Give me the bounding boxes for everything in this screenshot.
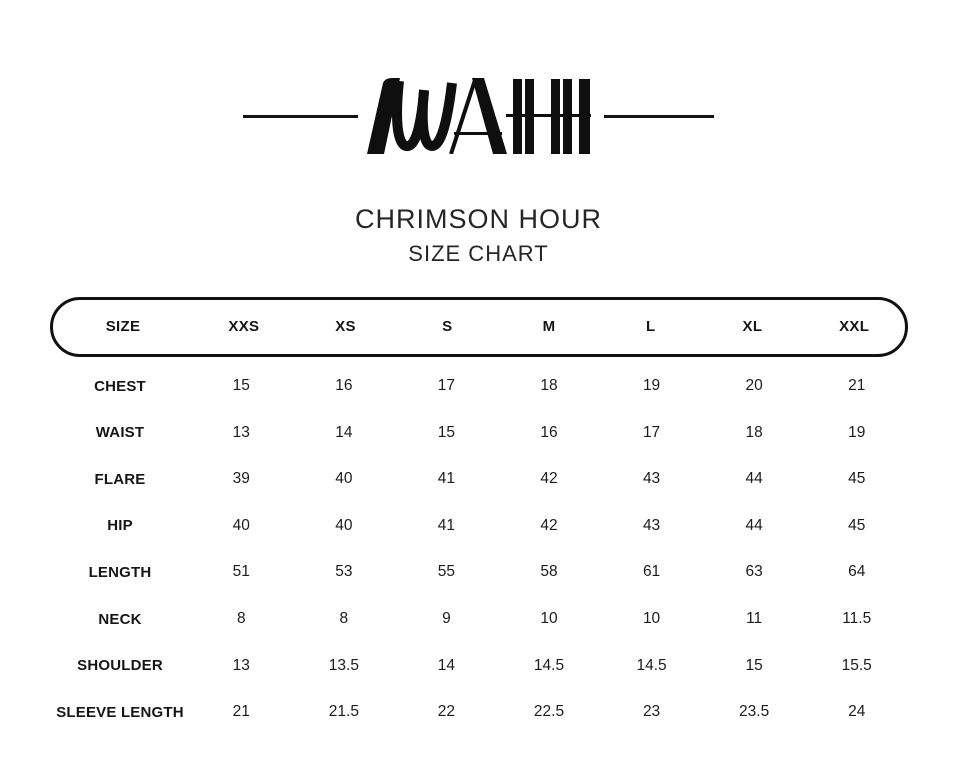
size-cell: 15 xyxy=(232,377,250,395)
table-row xyxy=(50,409,908,456)
row-label: CHEST xyxy=(94,377,146,395)
size-cell: 8 xyxy=(339,610,349,628)
brand-logo-row xyxy=(0,78,957,154)
size-cell: 53 xyxy=(335,563,353,581)
size-cell: 14 xyxy=(437,656,456,674)
size-cell: 21 xyxy=(848,377,866,395)
size-cell: 61 xyxy=(642,563,661,581)
size-cell: 45 xyxy=(848,470,866,488)
column-header-s: S xyxy=(442,318,453,336)
size-cell: 58 xyxy=(540,563,558,581)
row-label: LENGTH xyxy=(88,563,152,581)
size-cell: 64 xyxy=(848,563,866,581)
logo-right-rule xyxy=(604,115,714,118)
column-header-xxs: XXS xyxy=(228,318,260,336)
size-cell: 14.5 xyxy=(533,656,565,674)
size-cell: 40 xyxy=(232,516,250,534)
size-cell: 19 xyxy=(848,423,866,441)
size-cell: 55 xyxy=(437,563,456,581)
size-cell: 20 xyxy=(745,377,763,395)
size-cell: 45 xyxy=(848,516,866,534)
size-cell: 9 xyxy=(442,610,451,628)
size-cell: 18 xyxy=(745,423,763,441)
row-label: SLEEVE LENGTH xyxy=(56,703,184,721)
size-cell: 44 xyxy=(745,516,763,534)
size-cell: 10 xyxy=(540,610,558,628)
column-header-xl: XL xyxy=(742,318,763,336)
row-label: HIP xyxy=(107,517,133,535)
row-label: FLARE xyxy=(94,470,146,488)
size-cell: 41 xyxy=(437,470,456,488)
size-cell: 13 xyxy=(232,656,250,674)
column-header-m: M xyxy=(542,318,556,336)
size-cell: 13 xyxy=(232,423,250,441)
column-header-l: L xyxy=(645,318,656,336)
size-cell: 15.5 xyxy=(841,656,872,674)
size-cell: 18 xyxy=(540,377,558,395)
table-row xyxy=(50,689,908,736)
size-cell: 43 xyxy=(642,516,661,534)
table-row xyxy=(50,456,908,503)
size-table-header xyxy=(50,297,908,357)
size-cell: 22.5 xyxy=(533,703,565,721)
size-cell: 13.5 xyxy=(328,656,359,674)
size-cell: 42 xyxy=(540,516,558,534)
table-row xyxy=(50,363,908,410)
size-cell: 24 xyxy=(848,703,866,721)
size-cell: 43 xyxy=(642,470,661,488)
size-cell: 41 xyxy=(437,516,456,534)
size-cell: 14 xyxy=(335,423,353,441)
size-cell: 21 xyxy=(232,703,250,721)
page-subtitle: SIZE CHART xyxy=(408,241,549,267)
table-row xyxy=(50,642,908,689)
size-cell: 16 xyxy=(335,377,353,395)
size-cell: 8 xyxy=(236,610,246,628)
size-cell: 15 xyxy=(745,656,763,674)
size-cell: 17 xyxy=(642,423,661,441)
page-title: CHRIMSON HOUR xyxy=(355,204,602,234)
table-row xyxy=(50,549,908,596)
size-cell: 10 xyxy=(642,610,661,628)
size-cell: 16 xyxy=(540,423,558,441)
size-cell: 40 xyxy=(335,516,353,534)
size-cell: 44 xyxy=(745,470,763,488)
size-cell: 17 xyxy=(437,377,456,395)
table-row xyxy=(50,596,908,643)
size-cell: 51 xyxy=(232,563,250,581)
size-table-body xyxy=(50,363,908,736)
size-cell: 14.5 xyxy=(636,656,667,674)
size-cell: 42 xyxy=(540,470,558,488)
size-cell: 63 xyxy=(745,563,763,581)
size-cell: 23 xyxy=(642,703,661,721)
size-cell: 21.5 xyxy=(328,703,359,721)
logo-left-rule xyxy=(243,115,358,118)
size-cell: 19 xyxy=(642,377,661,395)
size-cell: 40 xyxy=(335,470,353,488)
column-header-size: SIZE xyxy=(105,318,141,336)
column-header-xxl: XXL xyxy=(839,318,870,336)
size-cell: 15 xyxy=(437,423,456,441)
table-row xyxy=(50,503,908,550)
column-header-xs: XS xyxy=(335,318,356,336)
row-label: WAIST xyxy=(95,424,145,442)
size-cell: 11 xyxy=(746,610,763,628)
row-label: NECK xyxy=(98,610,142,628)
brand-logo-icon xyxy=(366,78,591,154)
size-cell: 39 xyxy=(232,470,250,488)
size-chart-table xyxy=(50,297,908,736)
size-cell: 23.5 xyxy=(739,703,770,721)
row-label: SHOULDER xyxy=(77,657,163,675)
size-cell: 22 xyxy=(437,703,456,721)
size-cell: 11.5 xyxy=(842,610,872,628)
